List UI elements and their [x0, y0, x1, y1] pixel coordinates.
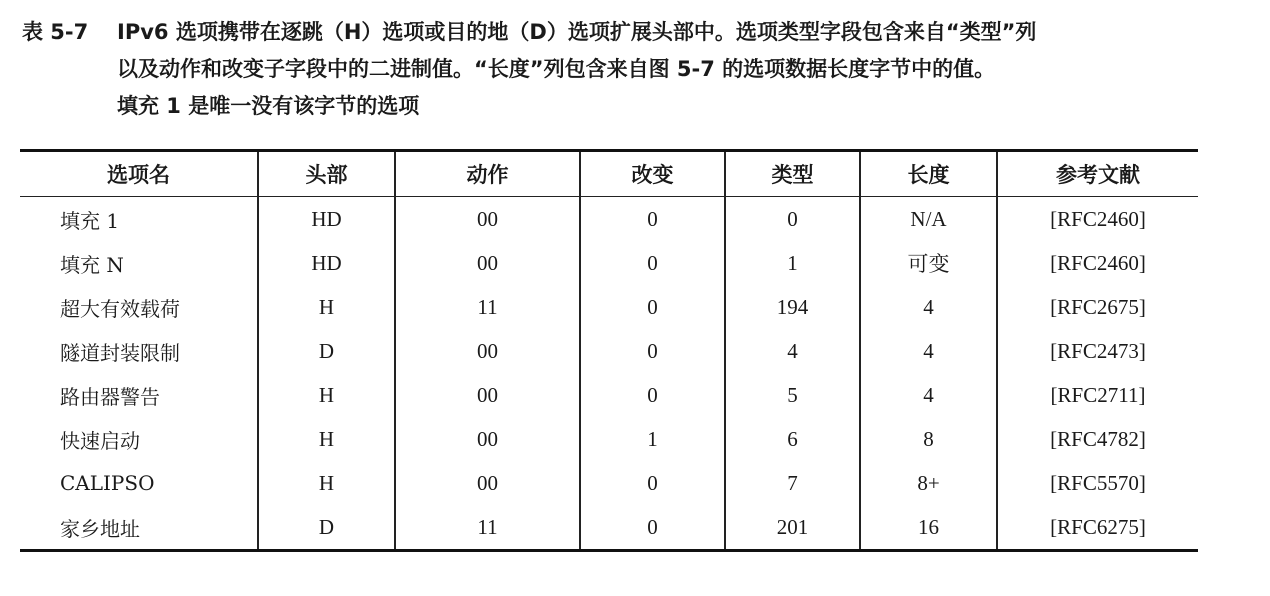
table-row: [20, 329, 1198, 373]
table-header: [20, 151, 1198, 197]
cell-header: H: [258, 285, 395, 329]
header-cell-type: 类型: [725, 151, 860, 197]
cell-change: 0: [580, 285, 725, 329]
cell-change: 0: [580, 329, 725, 373]
cell-header: H: [258, 461, 395, 505]
header-row: [20, 151, 1198, 197]
header-cell-option-name: 选项名: [20, 151, 258, 197]
cell-option-name: 隧道封装限制: [60, 340, 180, 365]
cell-length: 16: [860, 505, 997, 551]
cell-reference: [RFC2460]: [997, 197, 1198, 242]
cell-length: 4: [860, 285, 997, 329]
cell-reference: [RFC2711]: [997, 373, 1198, 417]
table-row: [20, 417, 1198, 461]
caption-line-2: 以及动作和改变子字段中的二进制值。“长度”列包含来自图 5-7 的选项数据长度字节中的值。: [117, 57, 996, 81]
header-cell-action: 动作: [395, 151, 580, 197]
cell-option-name: 家乡地址: [60, 516, 140, 541]
cell-header: H: [258, 373, 395, 417]
cell-action: 11: [395, 505, 580, 551]
cell-reference: [RFC2460]: [997, 241, 1198, 285]
table-row: [20, 461, 1198, 505]
cell-type: 201: [725, 505, 860, 551]
cell-option-name: 填充 N: [60, 252, 124, 277]
cell-action: 00: [395, 197, 580, 242]
cell-length: 可变: [860, 241, 997, 285]
cell-reference: [RFC4782]: [997, 417, 1198, 461]
cell-length: 4: [860, 329, 997, 373]
header-cell-change: 改变: [580, 151, 725, 197]
header-cell-header: 头部: [258, 151, 395, 197]
cell-header: HD: [258, 241, 395, 285]
cell-option-name: 填充 1: [60, 208, 120, 233]
cell-reference: [RFC5570]: [997, 461, 1198, 505]
cell-length: 8: [860, 417, 997, 461]
cell-change: 1: [580, 417, 725, 461]
cell-reference: [RFC2675]: [997, 285, 1198, 329]
cell-option-name: 路由器警告: [60, 384, 160, 409]
cell-length: N/A: [860, 197, 997, 242]
cell-action: 00: [395, 241, 580, 285]
cell-type: 5: [725, 373, 860, 417]
cell-change: 0: [580, 461, 725, 505]
cell-type: 7: [725, 461, 860, 505]
table-body: [20, 197, 1198, 551]
cell-type: 4: [725, 329, 860, 373]
cell-header: D: [258, 329, 395, 373]
cell-action: 00: [395, 417, 580, 461]
caption-text-1: IPv6 选项携带在逐跳（H）选项或目的地（D）选项扩展头部中。选项类型字段包含来自“类型”列: [117, 20, 1037, 44]
table-caption: [22, 14, 1242, 125]
table-row: [20, 241, 1198, 285]
table-row: [20, 505, 1198, 551]
cell-action: 11: [395, 285, 580, 329]
ipv6-options-table: [20, 149, 1198, 552]
cell-option-name: 超大有效载荷: [60, 296, 180, 321]
cell-header: H: [258, 417, 395, 461]
cell-reference: [RFC6275]: [997, 505, 1198, 551]
cell-change: 0: [580, 505, 725, 551]
table-row: [20, 285, 1198, 329]
cell-header: D: [258, 505, 395, 551]
cell-length: 4: [860, 373, 997, 417]
cell-length: 8+: [860, 461, 997, 505]
cell-option-name: CALIPSO: [60, 471, 155, 495]
header-cell-reference: 参考文献: [997, 151, 1198, 197]
cell-type: 0: [725, 197, 860, 242]
cell-type: 1: [725, 241, 860, 285]
caption-line-3: 填充 1 是唯一没有该字节的选项: [117, 94, 420, 118]
header-cell-length: 长度: [860, 151, 997, 197]
cell-option-name: 快速启动: [60, 428, 140, 453]
caption-label: 表 5-7: [22, 20, 89, 44]
cell-change: 0: [580, 241, 725, 285]
cell-reference: [RFC2473]: [997, 329, 1198, 373]
cell-action: 00: [395, 373, 580, 417]
cell-change: 0: [580, 197, 725, 242]
cell-type: 6: [725, 417, 860, 461]
cell-action: 00: [395, 329, 580, 373]
table-row: [20, 197, 1198, 242]
table-row: [20, 373, 1198, 417]
cell-change: 0: [580, 373, 725, 417]
caption-line-1: [22, 14, 1242, 51]
cell-action: 00: [395, 461, 580, 505]
cell-type: 194: [725, 285, 860, 329]
cell-header: HD: [258, 197, 395, 242]
